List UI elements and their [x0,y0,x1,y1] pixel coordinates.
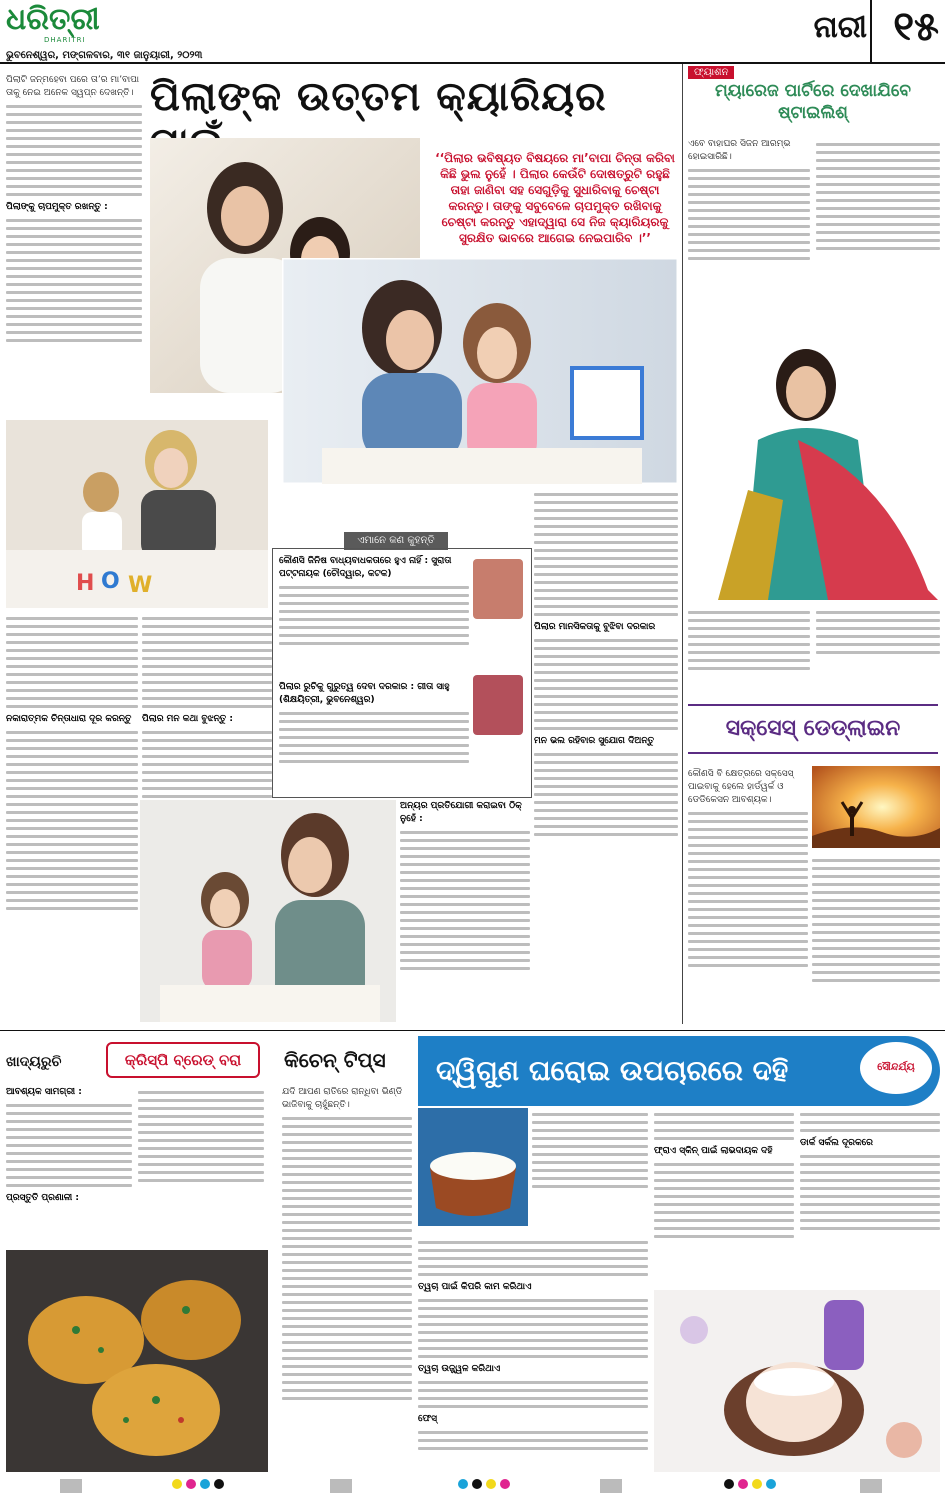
kitchen-tips-column [282,1086,412,1480]
kitchen-tips-headline: କିଚେନ୍ ଟିପ୍ସ [284,1048,386,1072]
dateline: ଭୁବନେଶ୍ୱର, ମଙ୍ଗଳବାର, ୩୧ ଜାନୁୟାରୀ, ୨୦୨୩ [6,50,203,61]
paper-logo: ଧରିତ୍ରୀ [6,2,100,37]
expert-quote-1: କୌଣସି ଜିନିଷ ବାଧ୍ୟବାଧକତାରେ ହୁଏ ନାହିଁ : ସୁରାତା ପଟ୍ଟନାୟକ (ଚୌଦ୍ୱାର, କଟକ) [279,556,452,579]
food-column-1 [6,1086,132,1244]
curd-subhead: ତ୍ୱଚା ପାଇଁ କିପରି କାମ କରିଥାଏ [418,1282,532,1292]
curd-column-4 [800,1108,940,1284]
registration-dot-magenta [738,1479,748,1489]
mother-daughter-study-photo [282,258,678,484]
curd-headline: ଦ୍ୱିଗୁଣ ଘରୋଇ ଉପଚାରରେ ଦହି [418,1036,940,1106]
curd-bowl-photo [418,1108,528,1226]
registration-dot-magenta [500,1479,510,1489]
curd-subhead: ଫେସ୍ [418,1414,438,1424]
success-intro: କୌଣସି ବି କ୍ଷେତ୍ରରେ ସକ୍‌ସେସ୍ ପାଇବାକୁ ହେଲେ ହାର୍ଡୱର୍କ ଓ ଡେଡିକେସନ ଆବଶ୍ୟକ। [688,769,794,805]
main-story-column-5 [400,800,530,1024]
main-subhead: ପିଲାଙ୍କୁ ଚାପମୁକ୍ତ ରଖନ୍ତୁ : [6,202,108,212]
column-divider [682,64,683,1024]
mother-helping-homework-photo [140,800,396,1022]
expert-photo-2 [473,675,523,735]
svg-text:W: W [128,573,153,598]
expert-box-label: ଏମାନେ କଣ କୁହନ୍ତି [344,532,448,550]
section-name: ନାରୀ [813,10,867,45]
food-headline: କ୍ରିସ୍ପି ବ୍ରେଡ୍ ବରା [106,1042,260,1078]
bread-vada-photo [6,1250,268,1472]
registration-dot-cyan [458,1479,468,1489]
main-story-column-3 [142,612,272,812]
main-pull-quote: ‘‘ପିଲାର ଭବିଷ୍ୟତ ବିଷୟରେ ମା’ବାପା ଚିନ୍ତା କରିବା କିଛି ଭୁଲ ନୁହେଁ । ପିଲାର କେଉଁଟି ଦୋଷତ୍ରୁଟି ରହୁଛି ତାହା ଜାଣିବା ସହ ସେଗୁଡ଼ିକୁ ସୁଧାରିବାକୁ ଚେଷ୍ଟା କରନ୍ତୁ। ତାଙ୍କୁ ସବୁବେଳେ ଚାପମୁକ୍ତ ରଖିବାକୁ ଚେଷ୍ଟା କରନ୍ତୁ ଏହାଦ୍ୱାରା ସେ ନିଜ କ୍ୟାରିୟରକୁ ସୁରକ୍ଷିତ ଭାବରେ ଆଗେଇ ନେଇପାରିବ ।’’ [435,151,675,245]
registration-dot-black [214,1479,224,1489]
food-section-tag: ଖାଦ୍ୟରୁଚି [6,1054,62,1070]
section-rule [0,1030,945,1031]
fashion-column-4 [816,606,940,698]
masthead-divider [870,0,872,62]
expert-photo-1 [473,559,523,619]
curd-column-1 [532,1108,648,1238]
success-column-1 [688,768,808,1022]
fashion-tag: ଫ୍ୟାଶନ [688,66,734,79]
page-number: ୧୫ [893,4,939,50]
main-headline: ପିଲାଙ୍କ ଉତ୍ତମ କ୍ୟାରିୟର [150,74,607,120]
main-subhead: ପିଲାର ମନ କଥା ବୁଝନ୍ତୁ : [142,714,233,724]
registration-gray-block [860,1479,882,1493]
curd-subhead: ଡାର୍କ ସର୍କଲ ଦୂରକରେ [800,1138,873,1148]
registration-gray-block [600,1479,622,1493]
face-mask-photo [654,1290,940,1472]
fashion-headline: ମ୍ୟାରେଜ ପାର୍ଟିରେ ଦେଖାଯିବେ ଷ୍ଟାଇଲିଶ୍ [714,81,912,123]
main-subhead: ନକାରାତ୍ମକ ଚିନ୍ତାଧାରା ଦୂର କରନ୍ତୁ [6,714,132,724]
registration-dot-black [472,1479,482,1489]
paper-logo-latin: DHARITRI [44,36,86,44]
success-headline: ସକ୍‌ସେସ୍ ଡେଡ୍‌ଲାଇନ [688,704,938,754]
curd-subhead: ଫ୍ରାଏ ସ୍କିନ୍ ପାଇଁ ଲାଭଦାୟକ ଦହି [654,1146,773,1156]
fashion-column-2 [816,138,940,318]
registration-dot-yellow [172,1479,182,1489]
food-ingredients-label: ଆବଶ୍ୟକ ସାମଗ୍ରୀ : [6,1087,82,1097]
registration-dot-black [724,1479,734,1489]
main-subhead: ଅନ୍ୟର ପ୍ରତିଯୋଗୀ କରାଇବା ଠିକ୍ ନୁହେଁ : [400,801,522,824]
masthead-rule [0,62,945,64]
main-story-intro: ପିଲାଟି ଜନ୍ମହେବା ପରେ ତା’ର ମା’ବାପା ତାକୁ ନେଇ ଅନେକ ସ୍ୱପ୍ନ ଦେଖନ୍ତି। [6,75,140,98]
svg-text:O: O [101,569,120,594]
main-story-column-1 [6,74,142,414]
expert-box [272,548,532,798]
food-method-label: ପ୍ରସ୍ତୁତି ପ୍ରଣାଳୀ : [6,1193,79,1203]
svg-text:H: H [76,571,95,596]
registration-dot-magenta [186,1479,196,1489]
success-column-2 [812,854,940,1022]
curd-column-3 [654,1108,794,1284]
registration-dot-cyan [200,1479,210,1489]
food-column-2 [138,1086,264,1244]
registration-gray-block [60,1479,82,1493]
registration-dot-yellow [486,1479,496,1489]
main-story-column-4 [534,488,678,1024]
curd-column-2 [418,1236,648,1480]
main-subhead: ମନ ଭଲ ରହିବାର ସୁଯୋଗ ଦିଅନ୍ତୁ [534,736,654,746]
fashion-column-1 [688,138,810,318]
kitchen-tips-intro: ଯଦି ଆପଣ ରାତିରେ ରାନ୍ଧିବା ଭିଣ୍ଡି ଭାଜିବାକୁ ଚାହୁଁଛନ୍ତି। [282,1087,403,1110]
registration-dot-yellow [752,1479,762,1489]
main-story-column-2 [6,612,138,1032]
beauty-badge: ସୌନ୍ଦର୍ଯ୍ୟ [860,1042,932,1094]
fashion-intro: ଏବେ ବାହାଘର ସିଜନ ଆରମ୍ଭ ହୋଇସାରିଛି। [688,139,791,162]
saree-model-photo [688,330,940,600]
expert-quote-2: ପିଲାର ରୁଚିକୁ ଗୁରୁତ୍ୱ ଦେବା ଦରକାର : ଗୀତା ସାହୁ (ଶିକ୍ଷୟିତ୍ରୀ, ଭୁବନେଶ୍ୱର) [279,682,450,705]
curd-subhead: ତ୍ୱଚା ଉଜ୍ଜ୍ୱଳ କରିଥାଏ [418,1364,501,1374]
mother-child-drawing-photo [6,420,268,608]
registration-dot-cyan [766,1479,776,1489]
registration-gray-block [330,1479,352,1493]
fashion-column-3 [688,606,810,698]
sunrise-success-photo [812,766,940,848]
main-subhead: ପିଲାର ମାନସିକତାକୁ ବୁଝିବା ଦରକାର [534,622,656,632]
